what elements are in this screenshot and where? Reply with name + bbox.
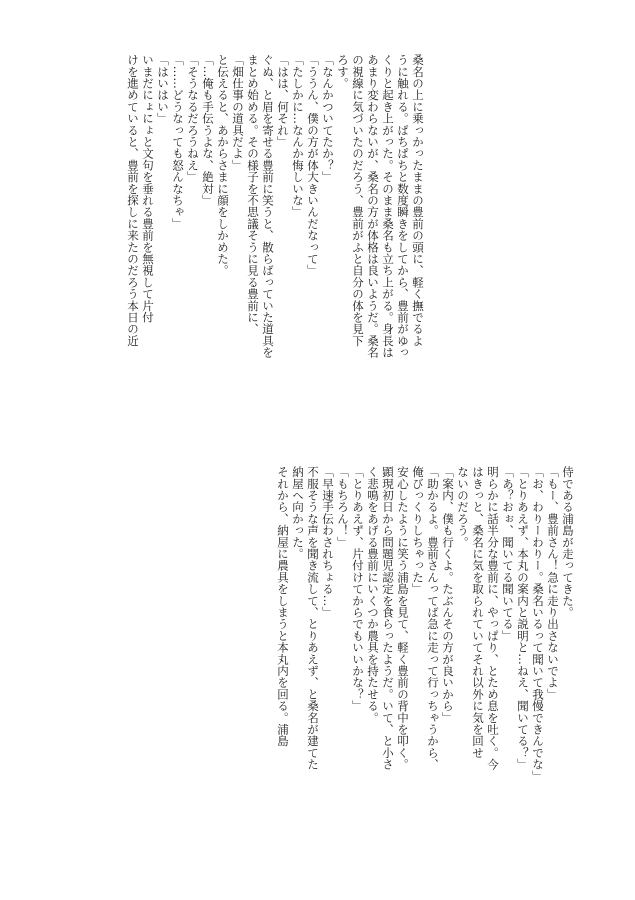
text-line: うに触れる。ぱちぱちと数度瞬きをしてから、豊前がゆっ bbox=[396, 54, 410, 359]
text-line: と伝えると、あからさまに顔をしかめた。 bbox=[216, 54, 230, 277]
text-line: 「ううん、僕の方が体大きいんだなって」 bbox=[306, 54, 320, 277]
text-line: 「もー、豊前さん！急に走り出さないでよ」 bbox=[546, 466, 560, 700]
text-line: 俺びっくりしちゃった」 bbox=[411, 466, 425, 595]
text-line: 「畑仕事の道具だよ」 bbox=[231, 54, 245, 171]
text-line: 侍である浦島が走ってきた。 bbox=[561, 466, 575, 619]
text-line: 明らかに話半分な豊前に、やっぱり、とため息を吐く。今 bbox=[486, 466, 500, 771]
text-line: 「とりあえず、片付けてからでもいいかな？」 bbox=[351, 466, 365, 712]
text-line: けを進めていると、豊前を探しに来たのだろう本日の近 bbox=[126, 54, 140, 347]
text-line: 「もちろん！」 bbox=[336, 466, 350, 548]
text-line: 「…俺も手伝うよな、絶対」 bbox=[201, 54, 215, 207]
text-line: 「早速手伝わされちょる…」 bbox=[321, 466, 335, 619]
text-line: 「なんかついてたか？」 bbox=[321, 54, 335, 183]
text-line: 安心したように笑う浦島を見て、軽く豊前の背中を叩く。 bbox=[396, 466, 410, 771]
text-line: 顕現初日から問題児認定を食らったようだ。いて、と小さ bbox=[381, 466, 395, 771]
text-line: はきっと、桑名に気を取られていてそれ以外に気を回せ bbox=[471, 466, 485, 759]
upper-text-block bbox=[55, 54, 425, 434]
text-line: く悲鳴をあげる豊前にいくつか農具を持たせる。 bbox=[366, 466, 380, 724]
text-line: 不服そうな声を聞き流して、とりあえず、と桑名が建てた bbox=[306, 466, 320, 771]
text-line: 桑名の上に乗っかったままの豊前の頭に、軽く撫でるよ bbox=[411, 54, 425, 347]
text-line: 「……どうなっても怒んなちゃ」 bbox=[171, 54, 185, 230]
text-line: 「案内、僕も行くよ。たぶんその方が良いから」 bbox=[441, 466, 455, 724]
text-line: 「助かるよ。豊前さんってば急に走って行っちゃうから、 bbox=[426, 466, 440, 771]
text-line: 「お、わりーわりー。桑名いるって聞いて我慢できんでな」 bbox=[531, 466, 545, 782]
text-line: まとめ始める。その様子を不思議そうに見る豊前に、 bbox=[246, 54, 260, 335]
text-line: 「そうなるだろうねえ」 bbox=[186, 54, 200, 183]
text-line: 「たしかに…なんか悔しいな」 bbox=[291, 54, 305, 218]
text-line: 「とりあえず、本丸の案内と説明と…ねえ、聞いてる？」 bbox=[516, 466, 530, 771]
text-line: の視線に気づいたのだろう、豊前がふと自分の体を見下 bbox=[351, 54, 365, 347]
text-line: ぐぬ、と眉を寄せる豊前に笑うと、散らばっていた道具を bbox=[261, 54, 275, 359]
text-line: くりと起き上がった。そのまま桑名も立ち上がる。身長は bbox=[381, 54, 395, 359]
text-line: 「はいはい」 bbox=[156, 54, 170, 125]
text-line: 「あ？おぉ、聞いてる聞いてる」 bbox=[501, 466, 515, 642]
text-line: ないのだろう。 bbox=[456, 466, 470, 548]
text-line: あまり変わらないが、桑名の方が体格は良いようだ。桑名 bbox=[366, 54, 380, 359]
text-line: いまだにょにょと文句を垂れる豊前を無視して片付 bbox=[141, 54, 155, 324]
text-line: ろす。 bbox=[336, 54, 350, 90]
text-line: 「はは、何それ」 bbox=[276, 54, 290, 148]
text-line: それから、納屋に農具をしまうと本丸内を回る。浦島 bbox=[276, 466, 290, 747]
text-line: 納屋へ向かった。 bbox=[291, 466, 305, 560]
lower-text-block bbox=[276, 466, 575, 811]
